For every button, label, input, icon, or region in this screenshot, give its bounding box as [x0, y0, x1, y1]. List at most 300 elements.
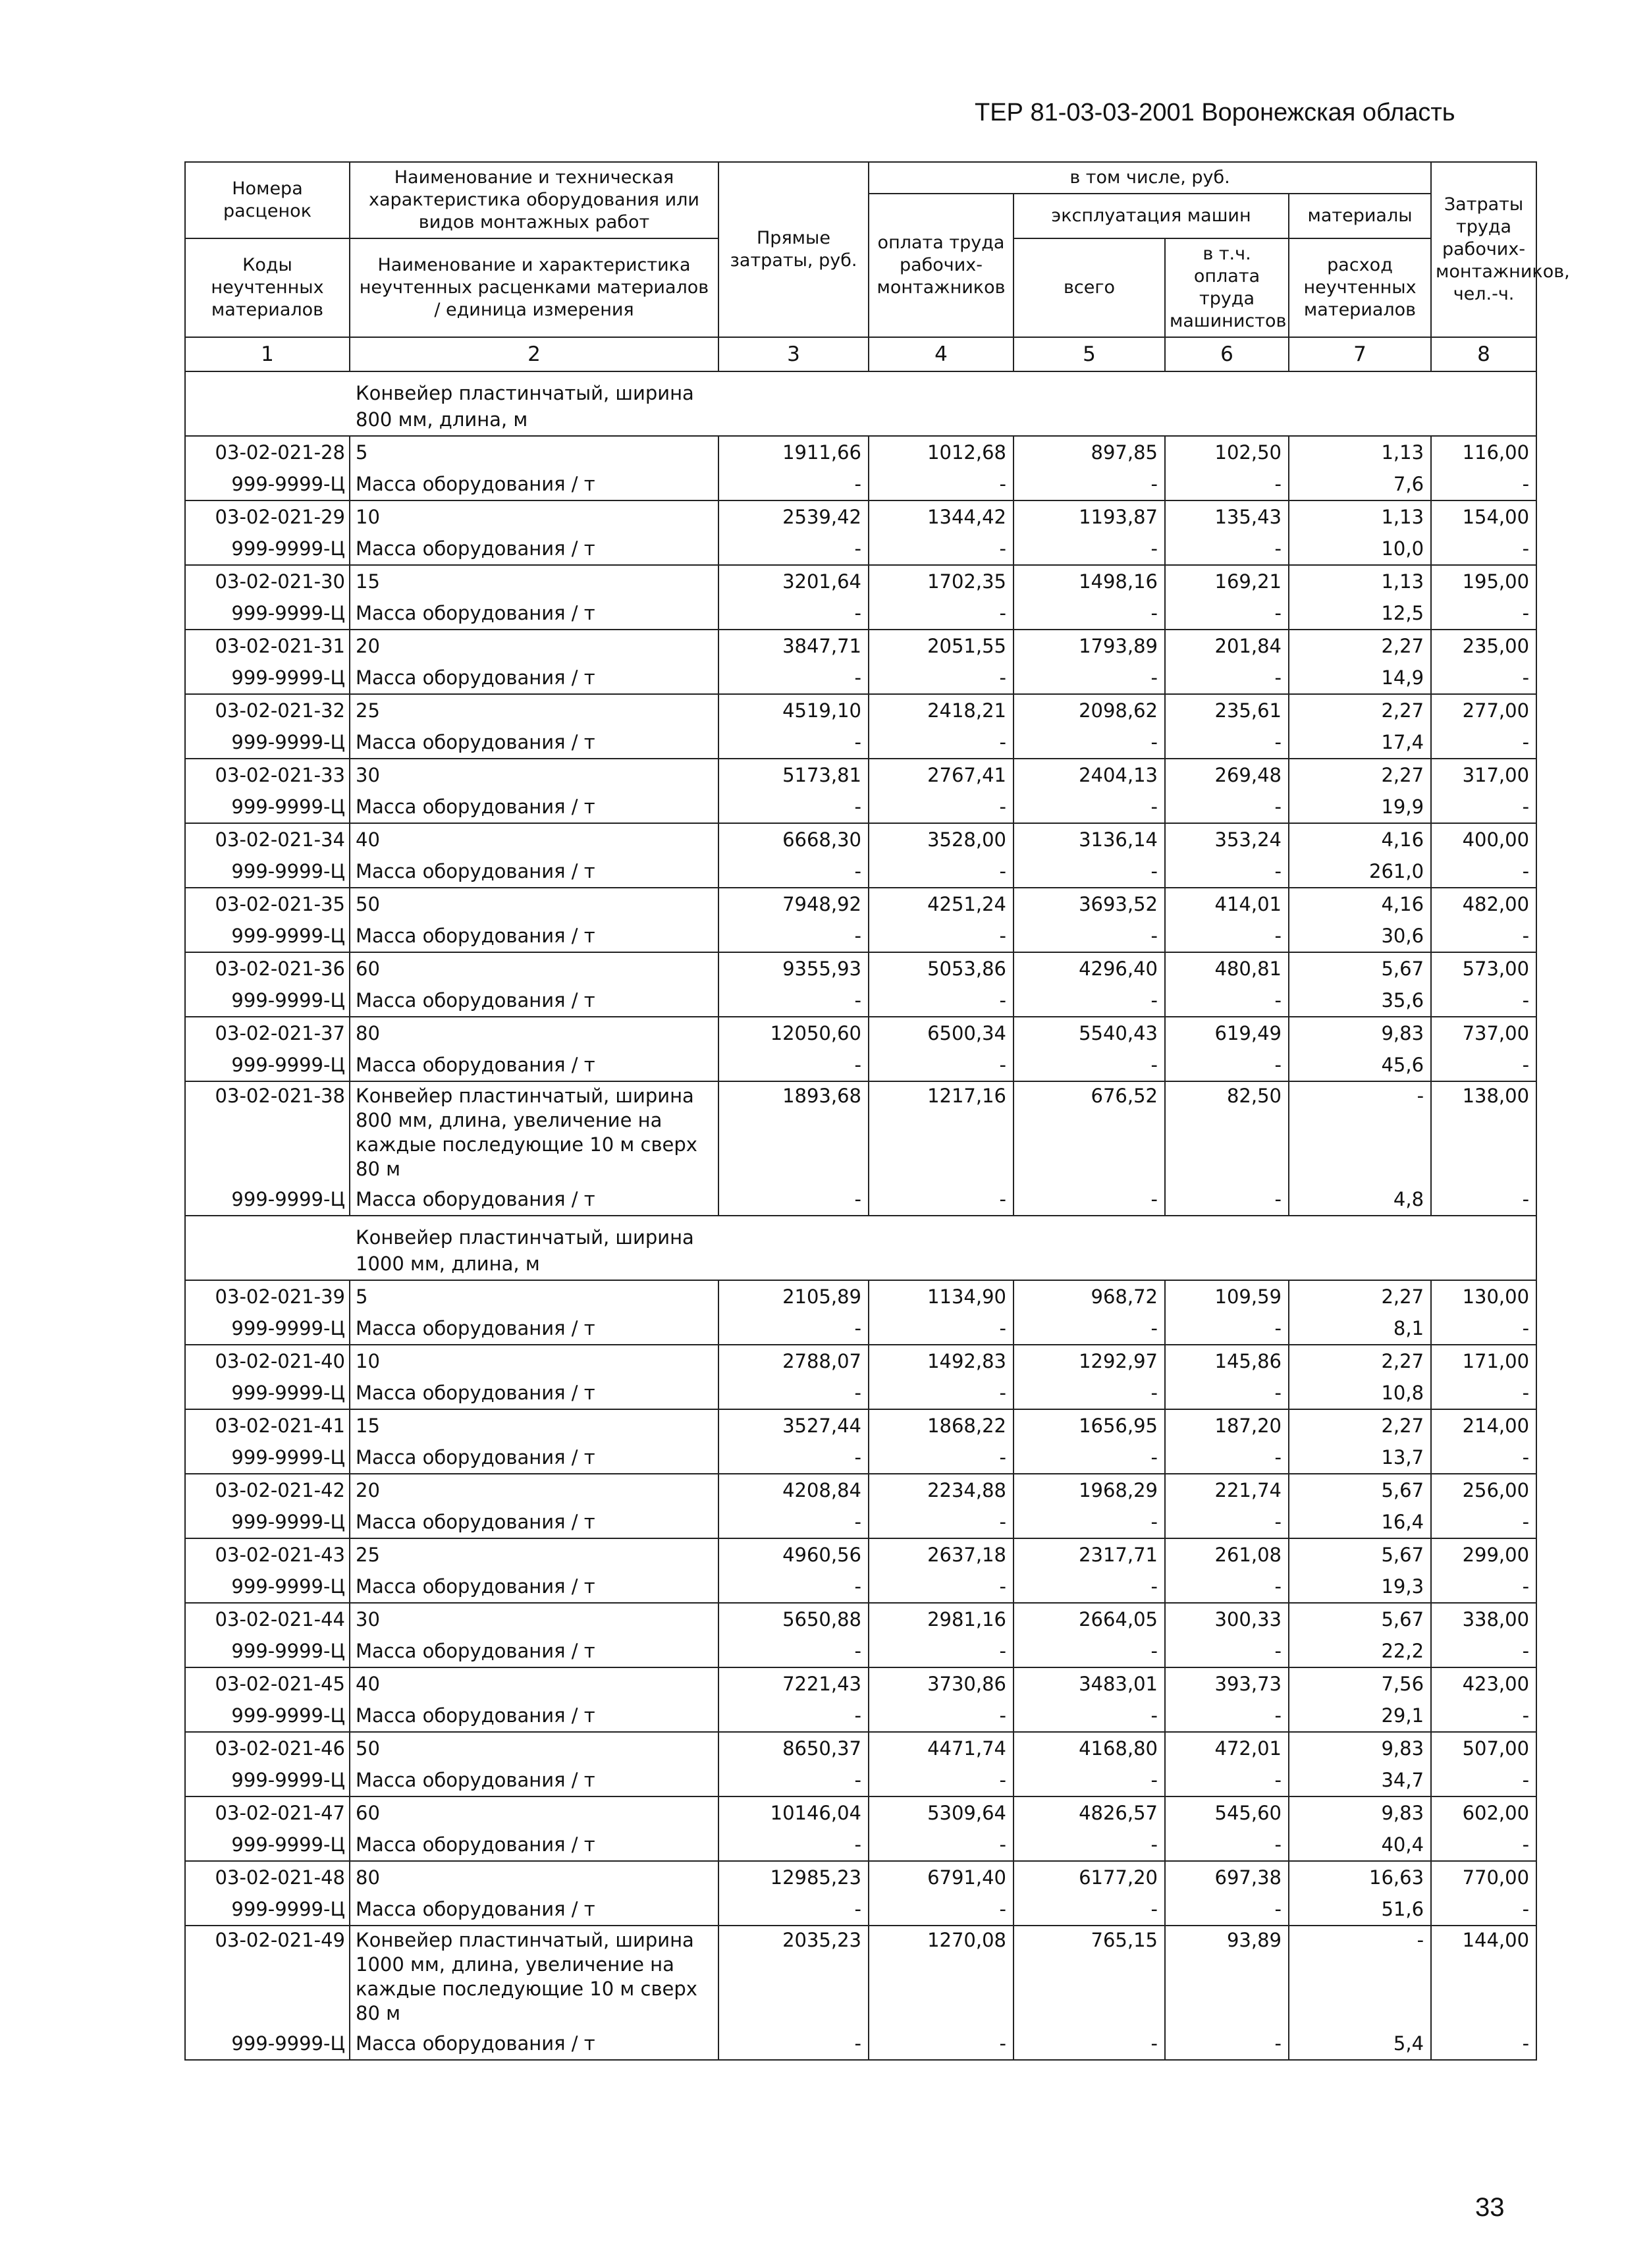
machines-total: - [1014, 1893, 1165, 1926]
labor-hours: - [1431, 1829, 1536, 1861]
machinist-pay: - [1165, 597, 1289, 630]
worker-pay: 4471,74 [869, 1732, 1014, 1764]
worker-pay: 1868,22 [869, 1409, 1014, 1442]
labor-hours: 195,00 [1431, 565, 1536, 597]
machinist-pay: - [1165, 985, 1289, 1017]
work-name: Конвейер пластинчатый, ширина 1000 мм, длина, увеличение на каждые последующие 10 м сверх 80 м [350, 1926, 718, 2028]
direct-costs: - [718, 855, 869, 888]
header-rate-numbers: Номера расценок [185, 162, 350, 238]
worker-pay: 2637,18 [869, 1538, 1014, 1571]
worker-pay: 2767,41 [869, 759, 1014, 791]
labor-hours: - [1431, 1442, 1536, 1474]
machinist-pay: 235,61 [1165, 694, 1289, 726]
column-number: 6 [1165, 337, 1289, 371]
document-header: ТЕР 81-03-03-2001 Воронежская область [975, 99, 1455, 126]
material-code: 999-9999-Ц [185, 1700, 350, 1732]
machines-total: 765,15 [1014, 1926, 1165, 2028]
labor-hours: 423,00 [1431, 1667, 1536, 1700]
material-row [185, 1764, 1536, 1796]
machines-total: 2664,05 [1014, 1603, 1165, 1635]
direct-costs: 6668,30 [718, 823, 869, 855]
material-name: Масса оборудования / т [350, 985, 718, 1017]
direct-costs: - [718, 1764, 869, 1796]
rate-code: 03-02-021-31 [185, 630, 350, 662]
machines-total: - [1014, 1571, 1165, 1603]
rate-code: 03-02-021-40 [185, 1345, 350, 1377]
material-code: 999-9999-Ц [185, 726, 350, 759]
material-row [185, 1442, 1536, 1474]
material-row [185, 1506, 1536, 1538]
machines-total: - [1014, 985, 1165, 1017]
rate-code: 03-02-021-38 [185, 1081, 350, 1183]
direct-costs: - [718, 468, 869, 500]
worker-pay: - [869, 468, 1014, 500]
labor-hours: - [1431, 791, 1536, 823]
material-amount: 45,6 [1289, 1049, 1431, 1081]
machinist-pay: - [1165, 1506, 1289, 1538]
worker-pay: - [869, 597, 1014, 630]
column-number: 3 [718, 337, 869, 371]
material-code: 999-9999-Ц [185, 597, 350, 630]
machinist-pay: 300,33 [1165, 1603, 1289, 1635]
direct-costs: 2539,42 [718, 500, 869, 533]
labor-hours: - [1431, 1764, 1536, 1796]
worker-pay: - [869, 791, 1014, 823]
labor-hours: 154,00 [1431, 500, 1536, 533]
machines-total: 1968,29 [1014, 1474, 1165, 1506]
rate-code: 03-02-021-49 [185, 1926, 350, 2028]
labor-hours: - [1431, 1700, 1536, 1732]
worker-pay: 6791,40 [869, 1861, 1014, 1893]
column-number: 8 [1431, 337, 1536, 371]
labor-hours: - [1431, 726, 1536, 759]
direct-costs: 4960,56 [718, 1538, 869, 1571]
worker-pay: 1217,16 [869, 1081, 1014, 1183]
machinist-pay: - [1165, 1893, 1289, 1926]
machinist-pay: 393,73 [1165, 1667, 1289, 1700]
material-row [185, 920, 1536, 952]
machinist-pay: 201,84 [1165, 630, 1289, 662]
direct-costs: - [718, 791, 869, 823]
machinist-pay: 221,74 [1165, 1474, 1289, 1506]
materials-cost: 1,13 [1289, 436, 1431, 468]
rate-code: 03-02-021-29 [185, 500, 350, 533]
material-amount: 12,5 [1289, 597, 1431, 630]
header-including-group: в том числе, руб. [869, 162, 1431, 194]
worker-pay: - [869, 1442, 1014, 1474]
table-header [185, 162, 1570, 371]
rate-code: 03-02-021-35 [185, 888, 350, 920]
material-name: Масса оборудования / т [350, 1829, 718, 1861]
material-row [185, 533, 1536, 565]
machines-total: - [1014, 1700, 1165, 1732]
materials-cost: 2,27 [1289, 1345, 1431, 1377]
direct-costs: - [718, 1049, 869, 1081]
worker-pay: 3528,00 [869, 823, 1014, 855]
machinist-pay: - [1165, 1377, 1289, 1409]
materials-cost: - [1289, 1926, 1431, 2028]
machines-total: 1193,87 [1014, 500, 1165, 533]
material-amount: 7,6 [1289, 468, 1431, 500]
worker-pay: - [869, 662, 1014, 694]
material-row [185, 855, 1536, 888]
machines-total: - [1014, 920, 1165, 952]
material-amount: 14,9 [1289, 662, 1431, 694]
direct-costs: 1893,68 [718, 1081, 869, 1183]
machinist-pay: 93,89 [1165, 1926, 1289, 2028]
column-number: 1 [185, 337, 350, 371]
machinist-pay: 135,43 [1165, 500, 1289, 533]
material-amount: 34,7 [1289, 1764, 1431, 1796]
machines-total: 968,72 [1014, 1280, 1165, 1312]
work-name: 30 [350, 759, 718, 791]
machines-total: - [1014, 1764, 1165, 1796]
material-name: Масса оборудования / т [350, 726, 718, 759]
material-amount: 29,1 [1289, 1700, 1431, 1732]
labor-hours: - [1431, 1893, 1536, 1926]
machinist-pay: - [1165, 855, 1289, 888]
machines-total: 3136,14 [1014, 823, 1165, 855]
worker-pay: 2234,88 [869, 1474, 1014, 1506]
labor-hours: 235,00 [1431, 630, 1536, 662]
material-name: Масса оборудования / т [350, 1893, 718, 1926]
material-code: 999-9999-Ц [185, 1183, 350, 1216]
direct-costs: 3847,71 [718, 630, 869, 662]
table-row [185, 1474, 1536, 1506]
machines-total: 676,52 [1014, 1081, 1165, 1183]
direct-costs: 12985,23 [718, 1861, 869, 1893]
rate-code: 03-02-021-45 [185, 1667, 350, 1700]
machinist-pay: 414,01 [1165, 888, 1289, 920]
rate-code: 03-02-021-48 [185, 1861, 350, 1893]
material-row [185, 662, 1536, 694]
materials-cost: 1,13 [1289, 565, 1431, 597]
materials-cost: 2,27 [1289, 1280, 1431, 1312]
material-row [185, 597, 1536, 630]
machines-total: - [1014, 1506, 1165, 1538]
material-name: Масса оборудования / т [350, 1571, 718, 1603]
machinist-pay: 261,08 [1165, 1538, 1289, 1571]
machines-total: - [1014, 533, 1165, 565]
work-name: Конвейер пластинчатый, ширина 800 мм, длина, увеличение на каждые последующие 10 м сверх 80 м [350, 1081, 718, 1183]
machines-total: 4826,57 [1014, 1796, 1165, 1829]
rate-code: 03-02-021-44 [185, 1603, 350, 1635]
machinist-pay: - [1165, 533, 1289, 565]
material-name: Масса оборудования / т [350, 468, 718, 500]
machines-total: 4296,40 [1014, 952, 1165, 985]
material-amount: 10,8 [1289, 1377, 1431, 1409]
machinist-pay: 109,59 [1165, 1280, 1289, 1312]
worker-pay: - [869, 1571, 1014, 1603]
machines-total: - [1014, 1442, 1165, 1474]
work-name: 60 [350, 1796, 718, 1829]
labor-hours: - [1431, 1635, 1536, 1667]
direct-costs: 2788,07 [718, 1345, 869, 1377]
machinist-pay: - [1165, 468, 1289, 500]
rate-code: 03-02-021-32 [185, 694, 350, 726]
section-header-row [185, 1216, 1536, 1280]
direct-costs: 12050,60 [718, 1017, 869, 1049]
machinist-pay: 545,60 [1165, 1796, 1289, 1829]
material-amount: 40,4 [1289, 1829, 1431, 1861]
work-name: 80 [350, 1861, 718, 1893]
worker-pay: - [869, 1700, 1014, 1732]
machinist-pay: - [1165, 1764, 1289, 1796]
material-amount: 22,2 [1289, 1635, 1431, 1667]
work-name: 5 [350, 436, 718, 468]
labor-hours: - [1431, 1377, 1536, 1409]
machines-total: 4168,80 [1014, 1732, 1165, 1764]
worker-pay: - [869, 1377, 1014, 1409]
labor-hours: - [1431, 1183, 1536, 1216]
worker-pay: - [869, 1829, 1014, 1861]
table-row [185, 630, 1536, 662]
work-name: 20 [350, 1474, 718, 1506]
labor-hours: - [1431, 597, 1536, 630]
work-name: 60 [350, 952, 718, 985]
labor-hours: 171,00 [1431, 1345, 1536, 1377]
column-number: 5 [1014, 337, 1165, 371]
labor-hours: 317,00 [1431, 759, 1536, 791]
machinist-pay: 82,50 [1165, 1081, 1289, 1183]
direct-costs: 5173,81 [718, 759, 869, 791]
direct-costs: - [718, 726, 869, 759]
machinist-pay: 269,48 [1165, 759, 1289, 791]
direct-costs: - [718, 1183, 869, 1216]
machinist-pay: 472,01 [1165, 1732, 1289, 1764]
worker-pay: 5309,64 [869, 1796, 1014, 1829]
material-row [185, 1377, 1536, 1409]
work-name: 80 [350, 1017, 718, 1049]
machinist-pay: 619,49 [1165, 1017, 1289, 1049]
worker-pay: 1270,08 [869, 1926, 1014, 2028]
materials-cost: 9,83 [1289, 1732, 1431, 1764]
work-name: 40 [350, 823, 718, 855]
direct-costs: - [718, 1442, 869, 1474]
machines-total: 2098,62 [1014, 694, 1165, 726]
header-work-name: Наименование и техническая характеристика оборудования или видов монтажных работ [350, 162, 718, 238]
direct-costs: 4519,10 [718, 694, 869, 726]
materials-cost: 2,27 [1289, 694, 1431, 726]
material-code: 999-9999-Ц [185, 533, 350, 565]
direct-costs: 2035,23 [718, 1926, 869, 2028]
materials-cost: 7,56 [1289, 1667, 1431, 1700]
rate-code: 03-02-021-42 [185, 1474, 350, 1506]
labor-hours: 573,00 [1431, 952, 1536, 985]
machines-total: 1498,16 [1014, 565, 1165, 597]
table-row [185, 436, 1536, 468]
materials-cost: 2,27 [1289, 1409, 1431, 1442]
labor-hours: 138,00 [1431, 1081, 1536, 1183]
table-row [185, 1538, 1536, 1571]
material-name: Масса оборудования / т [350, 855, 718, 888]
worker-pay: - [869, 726, 1014, 759]
worker-pay: - [869, 1049, 1014, 1081]
labor-hours: 130,00 [1431, 1280, 1536, 1312]
direct-costs: 8650,37 [718, 1732, 869, 1764]
direct-costs: 10146,04 [718, 1796, 869, 1829]
labor-hours: 400,00 [1431, 823, 1536, 855]
rate-code: 03-02-021-43 [185, 1538, 350, 1571]
worker-pay: 6500,34 [869, 1017, 1014, 1049]
machines-total: - [1014, 597, 1165, 630]
header-machines-total: всего [1014, 238, 1165, 337]
material-row [185, 1049, 1536, 1081]
machines-total: 2404,13 [1014, 759, 1165, 791]
labor-hours: 338,00 [1431, 1603, 1536, 1635]
column-number: 7 [1289, 337, 1431, 371]
worker-pay: - [869, 1183, 1014, 1216]
direct-costs: 3201,64 [718, 565, 869, 597]
machines-total: - [1014, 662, 1165, 694]
machinist-pay: - [1165, 920, 1289, 952]
rate-code: 03-02-021-30 [185, 565, 350, 597]
work-name: 15 [350, 1409, 718, 1442]
direct-costs: - [718, 597, 869, 630]
machines-total: - [1014, 1377, 1165, 1409]
rates-table [184, 161, 1570, 2061]
worker-pay: 1702,35 [869, 565, 1014, 597]
material-amount: 13,7 [1289, 1442, 1431, 1474]
direct-costs: - [718, 920, 869, 952]
materials-cost: 9,83 [1289, 1796, 1431, 1829]
work-name: 50 [350, 888, 718, 920]
table-row [185, 500, 1536, 533]
machinist-pay: - [1165, 791, 1289, 823]
direct-costs: 7221,43 [718, 1667, 869, 1700]
material-name: Масса оборудования / т [350, 662, 718, 694]
rate-code: 03-02-021-41 [185, 1409, 350, 1442]
labor-hours: 144,00 [1431, 1926, 1536, 2028]
table-row [185, 1796, 1536, 1829]
material-code: 999-9999-Ц [185, 1312, 350, 1345]
material-code: 999-9999-Ц [185, 2028, 350, 2060]
materials-cost: 4,16 [1289, 888, 1431, 920]
material-row [185, 1635, 1536, 1667]
material-amount: 17,4 [1289, 726, 1431, 759]
machines-total: 6177,20 [1014, 1861, 1165, 1893]
rate-code: 03-02-021-37 [185, 1017, 350, 1049]
worker-pay: - [869, 920, 1014, 952]
machines-total: - [1014, 1635, 1165, 1667]
table-row [185, 1861, 1536, 1893]
machines-total: - [1014, 855, 1165, 888]
labor-hours: 507,00 [1431, 1732, 1536, 1764]
material-amount: 4,8 [1289, 1183, 1431, 1216]
labor-hours: - [1431, 920, 1536, 952]
material-amount: 19,3 [1289, 1571, 1431, 1603]
material-name: Масса оборудования / т [350, 1312, 718, 1345]
worker-pay: - [869, 985, 1014, 1017]
direct-costs: - [718, 1893, 869, 1926]
materials-cost: - [1289, 1081, 1431, 1183]
work-name: 5 [350, 1280, 718, 1312]
machines-total: - [1014, 1049, 1165, 1081]
header-machines-group: эксплуатация машин [1014, 194, 1289, 238]
material-code: 999-9999-Ц [185, 468, 350, 500]
worker-pay: 4251,24 [869, 888, 1014, 920]
material-amount: 51,6 [1289, 1893, 1431, 1926]
material-code: 999-9999-Ц [185, 1049, 350, 1081]
machinist-pay: - [1165, 1829, 1289, 1861]
work-name: 25 [350, 694, 718, 726]
materials-cost: 5,67 [1289, 1474, 1431, 1506]
work-name: 30 [350, 1603, 718, 1635]
machines-total: - [1014, 791, 1165, 823]
materials-cost: 2,27 [1289, 630, 1431, 662]
material-code: 999-9999-Ц [185, 1506, 350, 1538]
work-name: 40 [350, 1667, 718, 1700]
material-code: 999-9999-Ц [185, 1764, 350, 1796]
material-name: Масса оборудования / т [350, 920, 718, 952]
table-row [185, 823, 1536, 855]
direct-costs: - [718, 1571, 869, 1603]
machinist-pay: 102,50 [1165, 436, 1289, 468]
direct-costs: - [718, 2028, 869, 2060]
worker-pay: 3730,86 [869, 1667, 1014, 1700]
labor-hours: - [1431, 1049, 1536, 1081]
material-name: Масса оборудования / т [350, 1183, 718, 1216]
material-row [185, 468, 1536, 500]
machinist-pay: - [1165, 1312, 1289, 1345]
direct-costs: - [718, 662, 869, 694]
direct-costs: 3527,44 [718, 1409, 869, 1442]
material-amount: 5,4 [1289, 2028, 1431, 2060]
material-amount: 35,6 [1289, 985, 1431, 1017]
material-row [185, 1700, 1536, 1732]
table-row [185, 952, 1536, 985]
work-name: 10 [350, 500, 718, 533]
labor-hours: - [1431, 533, 1536, 565]
labor-hours: - [1431, 1506, 1536, 1538]
worker-pay: 1344,42 [869, 500, 1014, 533]
material-row [185, 1312, 1536, 1345]
section-title-cell [185, 371, 1536, 436]
labor-hours: 277,00 [1431, 694, 1536, 726]
machinist-pay: - [1165, 1635, 1289, 1667]
header-material-names: Наименование и характеристика неучтенных расценками материалов / единица измерения [350, 238, 718, 337]
header-machinist-pay: в т.ч. оплата труда машинистов [1165, 238, 1289, 337]
material-name: Масса оборудования / т [350, 533, 718, 565]
labor-hours: 482,00 [1431, 888, 1536, 920]
labor-hours: 256,00 [1431, 1474, 1536, 1506]
material-code: 999-9999-Ц [185, 920, 350, 952]
header-worker-pay: оплата труда рабочих-монтажников [869, 194, 1014, 337]
section-title: Конвейер пластинчатый, ширина 800 мм, длина, м [356, 382, 694, 431]
material-name: Масса оборудования / т [350, 1700, 718, 1732]
worker-pay: - [869, 855, 1014, 888]
material-name: Масса оборудования / т [350, 1442, 718, 1474]
labor-hours: 214,00 [1431, 1409, 1536, 1442]
machines-total: - [1014, 1312, 1165, 1345]
rate-code: 03-02-021-39 [185, 1280, 350, 1312]
machinist-pay: 353,24 [1165, 823, 1289, 855]
worker-pay: 5053,86 [869, 952, 1014, 985]
direct-costs: - [718, 1700, 869, 1732]
column-number: 4 [869, 337, 1014, 371]
machinist-pay: 145,86 [1165, 1345, 1289, 1377]
worker-pay: 2418,21 [869, 694, 1014, 726]
material-name: Масса оборудования / т [350, 1506, 718, 1538]
material-code: 999-9999-Ц [185, 855, 350, 888]
table-row [185, 565, 1536, 597]
worker-pay: - [869, 1312, 1014, 1345]
table-row [185, 888, 1536, 920]
column-numbers-row [185, 337, 1536, 371]
section-title: Конвейер пластинчатый, ширина 1000 мм, длина, м [356, 1226, 694, 1275]
direct-costs: - [718, 1635, 869, 1667]
worker-pay: - [869, 1893, 1014, 1926]
